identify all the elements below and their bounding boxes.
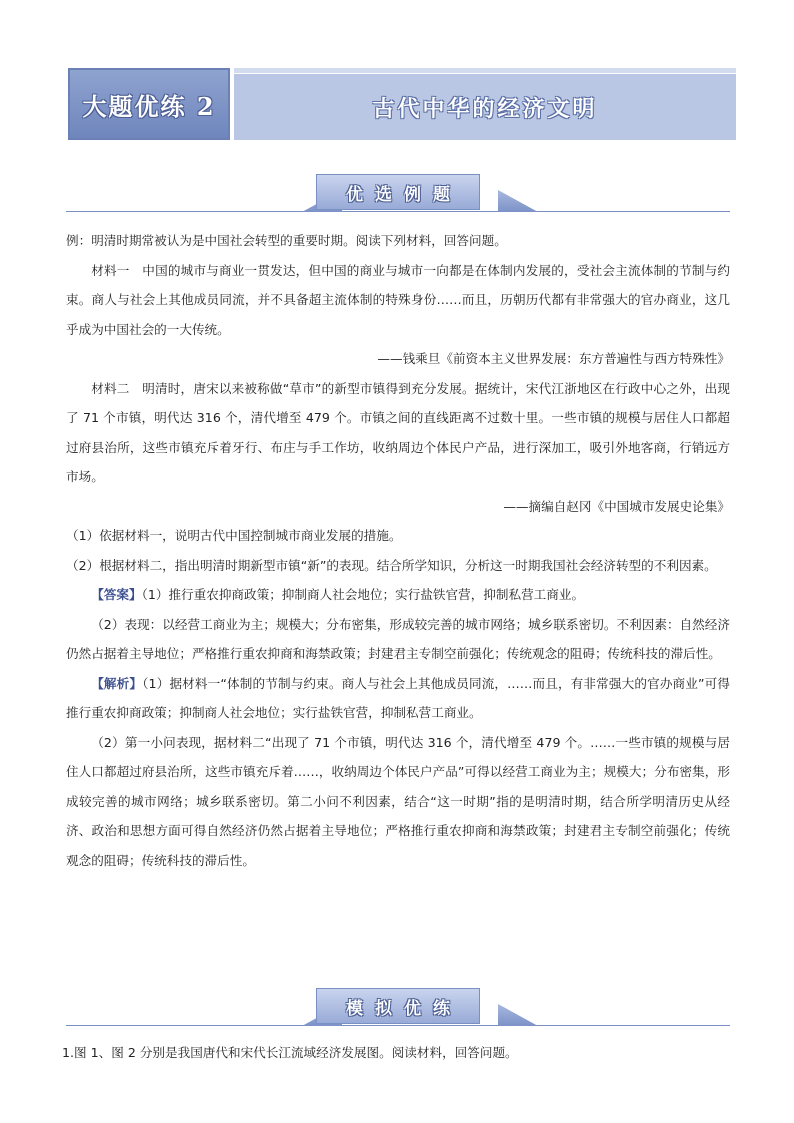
section-tag bbox=[316, 174, 480, 210]
analysis-one-text: （1）据材料一“体制的节制与约束。商人与社会上其他成员同流，……而且，有非常强大的官办商业”可得推行重农抑商政策；抑制商人社会地位；实行盐铁官营，抑制私营工商业。 bbox=[66, 675, 731, 720]
example-content bbox=[66, 226, 730, 875]
material-two: 材料二 明清时，唐宋以来被称做“草市”的新型市镇得到充分发展。据统计，宋代江浙地区在行政中心之外，出现了 71 个市镇，明代达 316 个，清代增至 479 个。市镇之间的直线距离不过数十里。一些市镇的规模与居住人口都超过府县治所，这些市镇充斥着牙行、布庄与手工作坊，收纳周边个体民户产品，进行深加工，吸引外地客商，行销远方市场。 bbox=[66, 380, 730, 484]
answer-label: 【答案】 bbox=[91, 587, 142, 602]
answer-one bbox=[66, 580, 730, 610]
analysis-one bbox=[66, 669, 730, 728]
section-label: 模拟优练 bbox=[346, 998, 462, 1019]
question-two: （2）根据材料二，指出明清时期新型市镇“新”的表现。结合所学知识，分析这一时期我国社会经济转型的不利因素。 bbox=[66, 557, 717, 573]
section-header-practice bbox=[66, 986, 730, 1026]
material-one: 材料一 中国的城市与商业一贯发达，但中国的商业与城市一向都是在体制内发展的，受社会主流体制的节制与约束。商人与社会上其他成员同流，并不具备超主流体制的特殊身份……而且，历朝历代都有非常强大的官办商业，这几乎成为中国社会的一大传统。 bbox=[66, 262, 730, 337]
section-header-examples bbox=[66, 172, 730, 212]
analysis-label: 【解析】 bbox=[91, 675, 143, 691]
banner-right-block bbox=[234, 74, 736, 140]
answer-two: （2）表现：以经营工商业为主；规模大；分布密集，形成较完善的城市网络；城乡联系密切。不利因素：自然经济仍然占据着主导地位；严格推行重农抑商和海禁政策；封建君主专制空前强化；传统观念的阻碍；传统科技的滞后性。 bbox=[66, 616, 730, 661]
banner-left-block bbox=[68, 68, 230, 140]
banner-left-title: 大题优练 2 bbox=[82, 91, 216, 121]
material-two-source: ——摘编自赵冈《中国城市发展史论集》 bbox=[503, 498, 730, 514]
section-label: 优选例题 bbox=[346, 184, 462, 205]
section-rule bbox=[66, 211, 730, 212]
section-tag bbox=[316, 988, 480, 1024]
material-one-source: ——钱乘旦《前资本主义世界发展：东方普遍性与西方特殊性》 bbox=[377, 351, 730, 366]
section-wing-right bbox=[498, 1004, 538, 1026]
example-intro: 例：明清时期常被认为是中国社会转型的重要时期。阅读下列材料，回答问题。 bbox=[66, 233, 507, 248]
title-banner bbox=[68, 68, 736, 140]
practice-question-one: 1.图 1、图 2 分别是我国唐代和宋代长江流域经济发展图。阅读材料，回答问题。 bbox=[62, 1045, 518, 1060]
practice-content bbox=[62, 1038, 726, 1068]
banner-right-title: 古代中华的经济文明 bbox=[372, 95, 598, 122]
answer-one-text: （1）推行重农抑商政策；抑制商人社会地位；实行盐铁官营，抑制私营工商业。 bbox=[141, 587, 585, 602]
section-wing-right bbox=[498, 190, 538, 212]
question-one: （1）依据材料一，说明古代中国控制城市商业发展的措施。 bbox=[66, 528, 402, 543]
section-rule bbox=[66, 1025, 730, 1026]
analysis-two: （2）第一小问表现，据材料二“出现了 71 个市镇，明代达 316 个，清代增至 479 个。……一些市镇的规模与居住人口都超过府县治所，这些市镇充斥着……，收纳周边个体民户产品”可得以经营工商业为主；规模大；分布密集，形成较完善的城市网络；城乡联系密切。第二小问不利因素，结合“这一时期”指的是明清时期，结合所学明清历史从经济、政治和思想方面可得自然经济仍然占据着主导地位；严格推行重农抑商和海禁政策；封建君主专制空前强化；传统观念的阻碍；传统科技的滞后性。 bbox=[66, 734, 730, 868]
